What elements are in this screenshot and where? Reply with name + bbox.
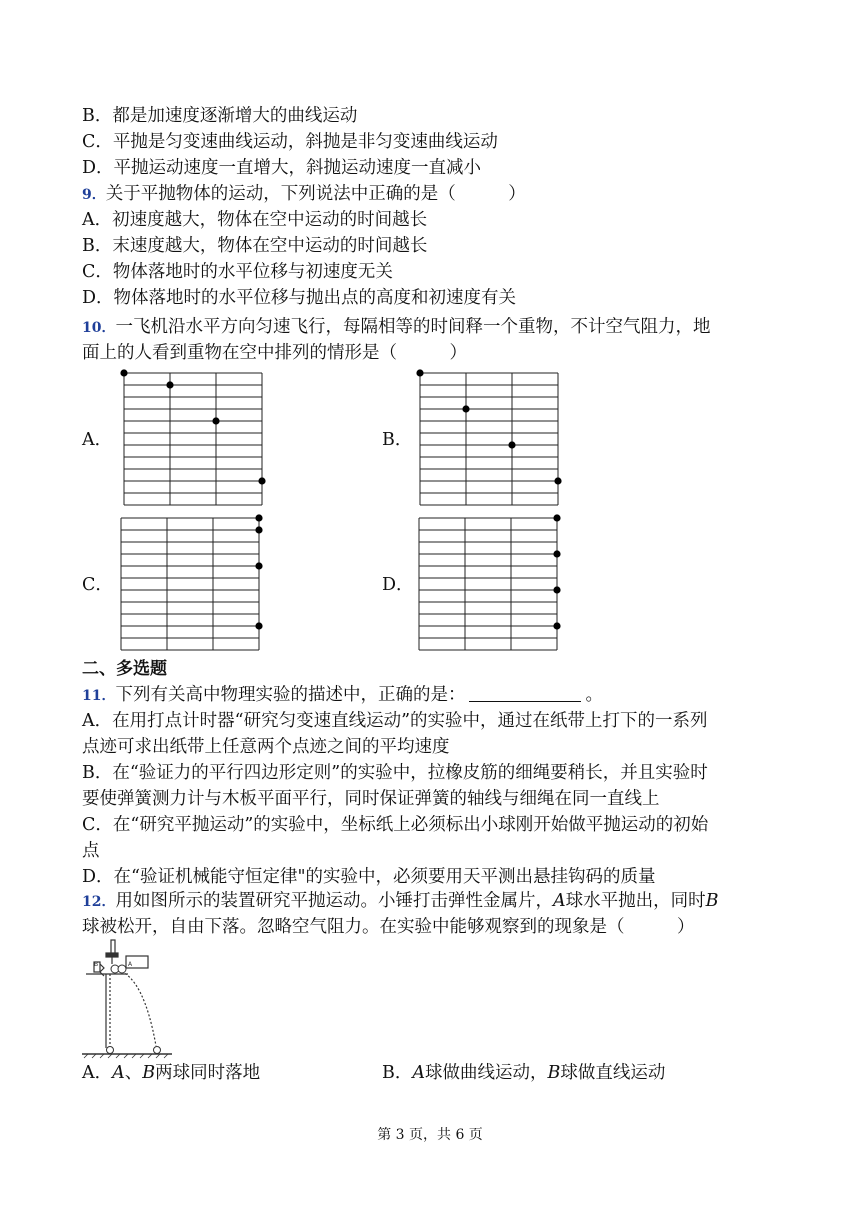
falling-object-dot bbox=[255, 526, 262, 533]
figure-label-b: B bbox=[94, 961, 99, 968]
section-heading: 二、多选题 bbox=[82, 659, 167, 679]
q11-option-d: D．在“验证机械能守恒定律"的实验中，必须要用天平测出悬挂钩码的质量 bbox=[82, 867, 656, 887]
ball-b-label: B bbox=[547, 1063, 561, 1083]
option-label: A． bbox=[82, 1063, 113, 1083]
grid-diagram-d bbox=[413, 512, 565, 654]
ball-b-label: B bbox=[142, 1063, 156, 1083]
question-9 bbox=[82, 181, 526, 208]
option-text-end: 球做直线运动 bbox=[560, 1063, 666, 1083]
q8-option-c: C．平抛是匀变速曲线运动，斜抛是非匀变速曲线运动 bbox=[82, 132, 498, 152]
q8-option-d: D．平抛运动速度一直增大，斜抛运动速度一直减小 bbox=[82, 158, 482, 178]
falling-object-dot bbox=[255, 622, 262, 629]
question-12 bbox=[82, 888, 719, 915]
option-text: 两球同时落地 bbox=[155, 1063, 261, 1083]
q10-option-c-label: C． bbox=[82, 575, 113, 595]
falling-object-dot bbox=[462, 405, 469, 412]
figure-label-a: A bbox=[128, 961, 133, 968]
q8-option-b: B．都是加速度逐渐增大的曲线运动 bbox=[82, 106, 358, 126]
ball-b bbox=[118, 965, 126, 973]
question-number: 9． bbox=[82, 187, 106, 203]
falling-object-dot bbox=[416, 369, 423, 376]
hammer-handle bbox=[111, 940, 115, 954]
page-footer: 第 3 页，共 6 页 bbox=[377, 1127, 483, 1143]
question-stem: 下列有关高中物理实验的描述中，正确的是： bbox=[115, 685, 466, 705]
question-number: 11． bbox=[82, 688, 116, 704]
falling-object-dot bbox=[554, 477, 561, 484]
falling-object-dot bbox=[553, 550, 560, 557]
stem-end: 。 bbox=[585, 685, 603, 705]
falling-object-dot bbox=[258, 477, 265, 484]
falling-object-dot bbox=[553, 514, 560, 521]
falling-object-dot bbox=[553, 622, 560, 629]
q9-option-c: C．物体落地时的水平位移与初速度无关 bbox=[82, 262, 393, 282]
q11-option-a-cont: 点迹可求出纸带上任意两个点迹之间的平均速度 bbox=[82, 737, 450, 757]
question-12-cont: 球被松开，自由下落。忽略空气阻力。在实验中能够观察到的现象是（ ） bbox=[82, 917, 695, 937]
q12-option-b bbox=[382, 1060, 665, 1086]
question-10-cont: 面上的人看到重物在空中排列的情形是（ ） bbox=[82, 343, 467, 363]
falling-object-dot bbox=[553, 586, 560, 593]
ball-a-label: A bbox=[112, 1063, 125, 1083]
q10-option-a-label: A． bbox=[82, 430, 113, 450]
q11-option-b: B．在“验证力的平行四边形定则”的实验中，拉橡皮筋的细绳要稍长，并且实验时 bbox=[82, 763, 708, 783]
falling-object-dot bbox=[166, 381, 173, 388]
hammer-head bbox=[106, 953, 118, 957]
question-stem: 用如图所示的装置研究平抛运动。小锤打击弹性金属片， bbox=[115, 891, 553, 911]
grid-diagram-c bbox=[115, 512, 267, 654]
question-10 bbox=[82, 314, 710, 341]
question-number: 10． bbox=[82, 320, 116, 336]
answer-blank[interactable] bbox=[469, 683, 581, 702]
q11-option-b-cont: 要使弹簧测力计与木板平面平行，同时保证弹簧的轴线与细绳在同一直线上 bbox=[82, 789, 660, 809]
q9-option-d: D．物体落地时的水平位移与抛出点的高度和初速度有关 bbox=[82, 288, 517, 308]
option-text: 球做曲线运动， bbox=[425, 1063, 548, 1083]
landed-ball-a bbox=[154, 1047, 161, 1054]
q10-option-b-label: B． bbox=[382, 430, 413, 450]
q12-option-a bbox=[82, 1060, 260, 1086]
question-11 bbox=[82, 682, 603, 709]
ball-b-label: B bbox=[705, 891, 719, 911]
q11-option-c-cont: 点 bbox=[82, 841, 100, 861]
ball-a-label: A bbox=[552, 891, 566, 911]
landed-ball-b bbox=[107, 1047, 114, 1054]
q11-option-c: C．在“研究平抛运动”的实验中，坐标纸上必须标出小球刚开始做平抛运动的初始 bbox=[82, 815, 709, 835]
falling-object-dot bbox=[255, 514, 262, 521]
question-stem-mid: 球水平抛出，同时 bbox=[565, 891, 706, 911]
q11-option-a: A．在用打点计时器“研究匀变速直线运动”的实验中，通过在纸带上打下的一系列 bbox=[82, 711, 708, 731]
falling-object-dot bbox=[120, 369, 127, 376]
q10-option-d-label: D． bbox=[382, 575, 414, 595]
question-stem: 一飞机沿水平方向匀速飞行，每隔相等的时间释一个重物，不计空气阻力，地 bbox=[115, 317, 711, 337]
q9-option-b: B．末速度越大，物体在空中运动的时间越长 bbox=[82, 236, 428, 256]
separator: 、 bbox=[124, 1063, 143, 1083]
q9-option-a: A．初速度越大，物体在空中运动的时间越长 bbox=[82, 210, 428, 230]
option-label: B． bbox=[382, 1063, 413, 1083]
grid-diagram-b bbox=[414, 367, 566, 509]
grid-diagram-a bbox=[118, 367, 270, 509]
projectile-apparatus-figure bbox=[82, 938, 174, 1060]
question-stem: 关于平抛物体的运动，下列说法中正确的是（ ） bbox=[105, 184, 526, 204]
falling-object-dot bbox=[212, 417, 219, 424]
falling-object-dot bbox=[508, 441, 515, 448]
question-number: 12． bbox=[82, 894, 116, 910]
falling-object-dot bbox=[255, 562, 262, 569]
trajectory-a bbox=[118, 970, 156, 1046]
ball-a-label: A bbox=[412, 1063, 426, 1083]
